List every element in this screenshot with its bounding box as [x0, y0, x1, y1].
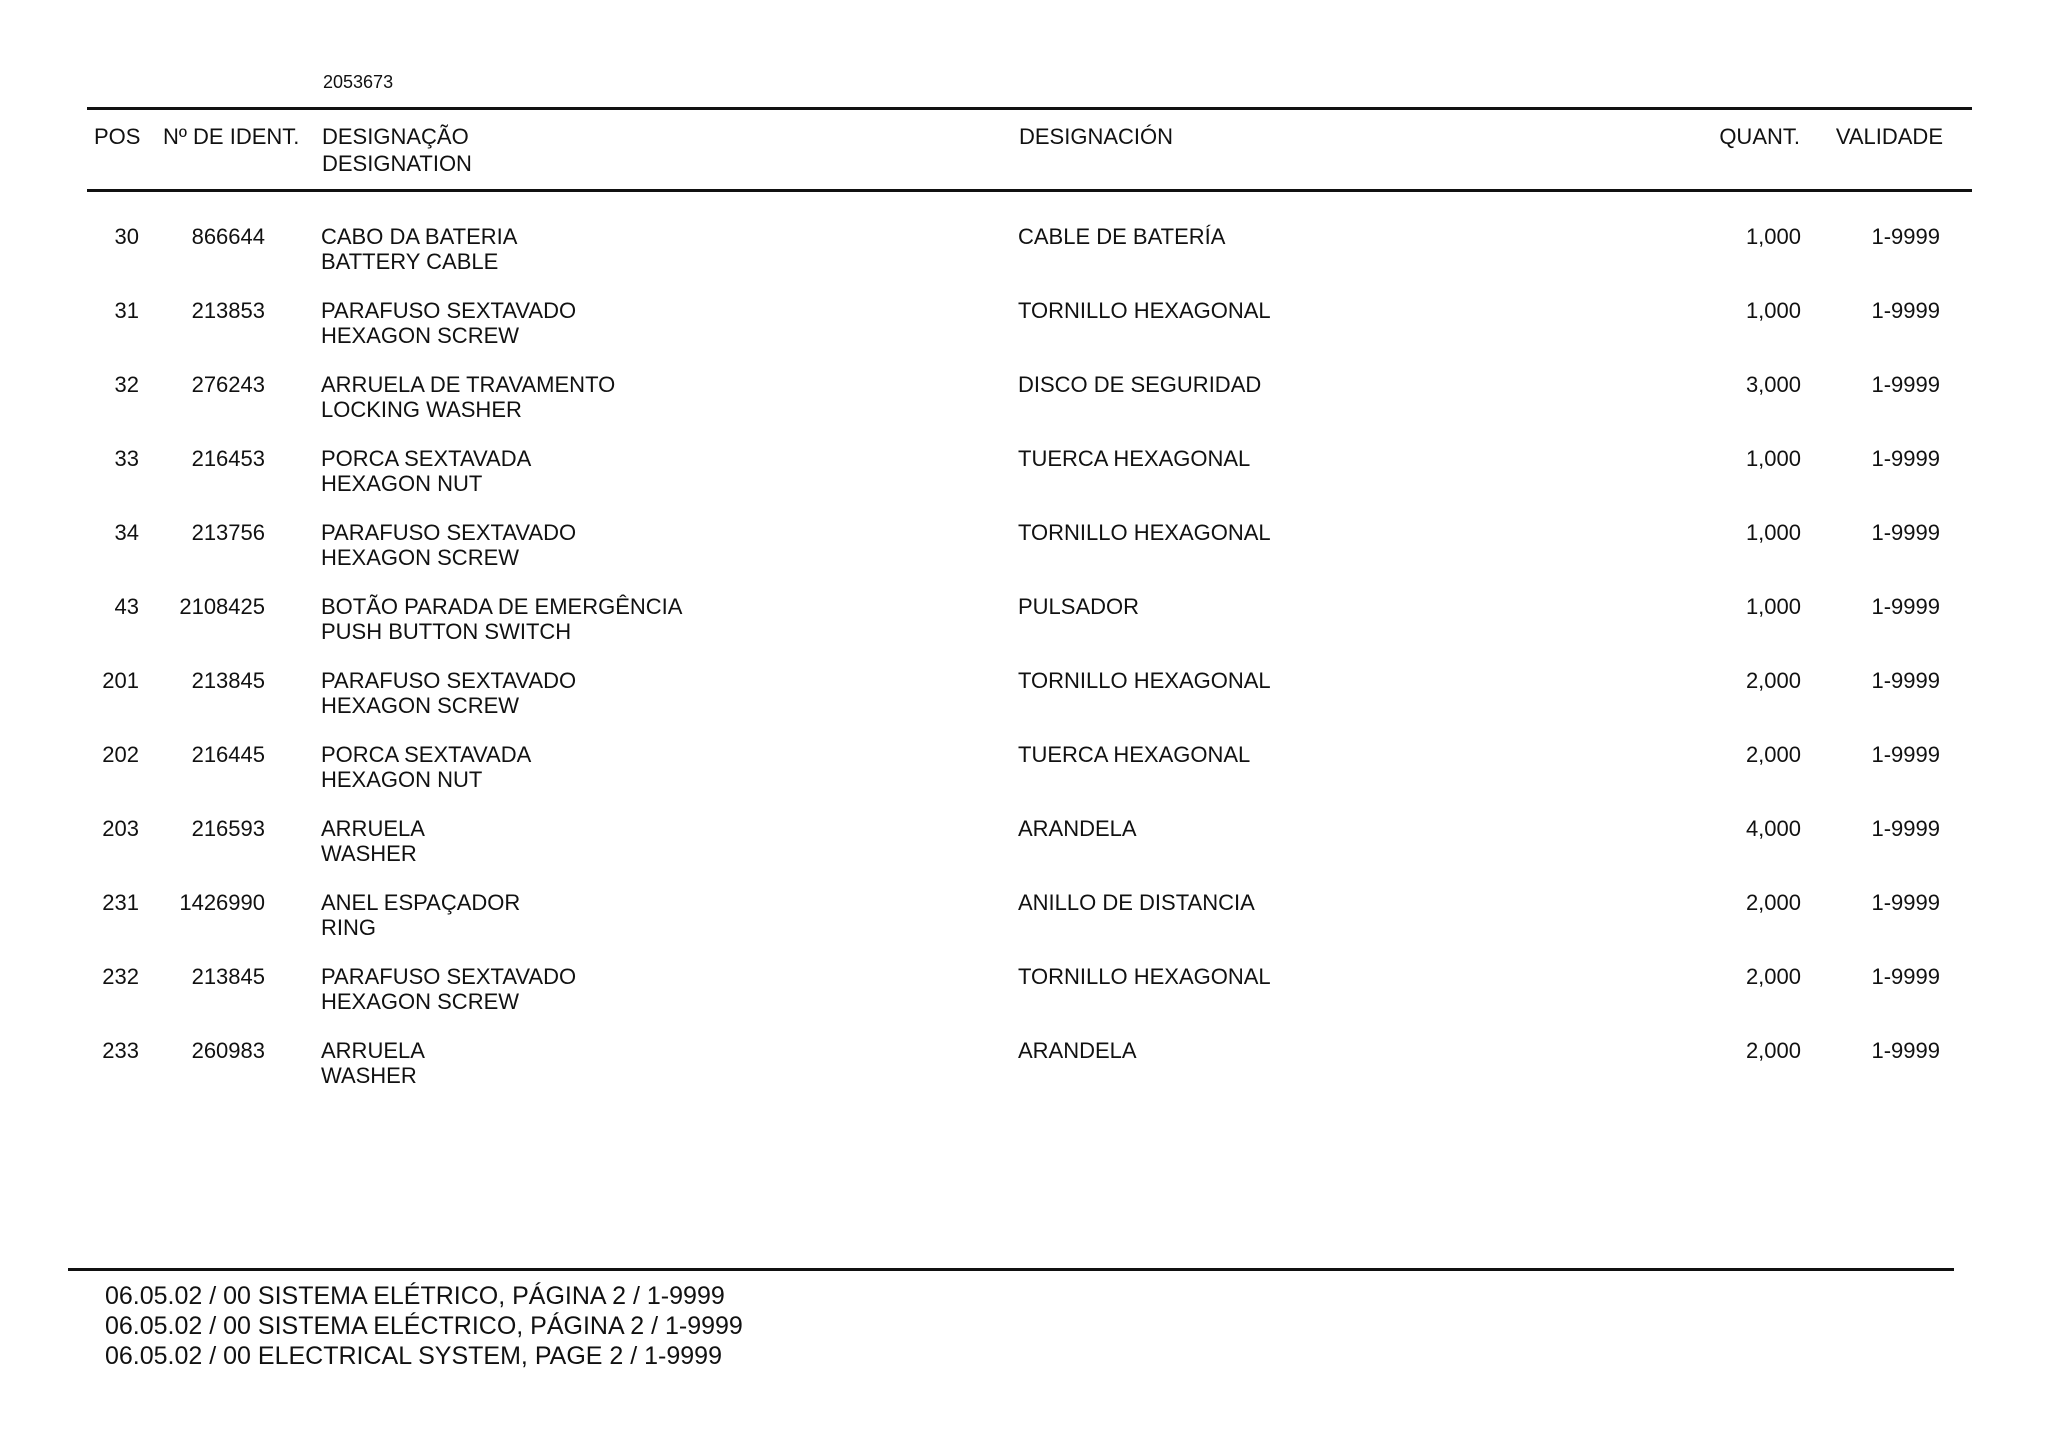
row-designacao: CABO DA BATERIA	[321, 224, 518, 249]
parts-table-body	[0, 224, 2048, 1112]
row-validity: 1-9999	[1871, 816, 1940, 841]
row-designacion: ANILLO DE DISTANCIA	[1018, 890, 1255, 915]
row-validity: 1-9999	[1871, 890, 1940, 915]
row-quantity: 1,000	[1745, 520, 1801, 545]
row-designation-pt-en	[321, 224, 517, 274]
row-ident-number: 216445	[191, 742, 265, 767]
column-header-ident: Nº DE IDENT.	[163, 124, 300, 149]
row-designation-pt-en	[321, 742, 531, 792]
table-row	[0, 372, 2048, 446]
row-quantity: 1,000	[1745, 224, 1801, 249]
row-ident-number: 213845	[191, 668, 265, 693]
page-footer	[105, 1281, 743, 1371]
row-designacao: ANEL ESPAÇADOR	[321, 890, 521, 915]
header-top-rule	[87, 107, 1972, 110]
row-ident-number: 216593	[191, 816, 265, 841]
row-pos: 203	[102, 816, 139, 841]
document-id-number: 2053673	[323, 72, 394, 92]
row-designation-pt-en	[321, 520, 576, 570]
row-ident-number: 260983	[191, 1038, 265, 1063]
table-row	[0, 742, 2048, 816]
row-designation-pt-en	[321, 372, 615, 422]
row-pos: 201	[102, 668, 139, 693]
row-designation-pt-en	[321, 594, 682, 644]
table-row	[0, 520, 2048, 594]
row-quantity: 2,000	[1745, 964, 1801, 989]
table-row	[0, 446, 2048, 520]
row-designacion: TORNILLO HEXAGONAL	[1018, 520, 1271, 545]
row-pos: 33	[114, 446, 139, 471]
row-designacao: PARAFUSO SEXTAVADO	[321, 520, 577, 545]
column-header-designation-pt-en	[322, 123, 472, 177]
row-designacion: DISCO DE SEGURIDAD	[1018, 372, 1262, 397]
row-validity: 1-9999	[1871, 520, 1940, 545]
row-validity: 1-9999	[1871, 742, 1940, 767]
row-designacao: PORCA SEXTAVADA	[321, 446, 532, 471]
column-header-validade: VALIDADE	[1835, 124, 1943, 149]
row-ident-number: 866644	[191, 224, 265, 249]
column-header-designacion: DESIGNACIÓN	[1019, 124, 1174, 149]
row-pos: 232	[102, 964, 139, 989]
table-row	[0, 298, 2048, 372]
row-designacion: TORNILLO HEXAGONAL	[1018, 668, 1271, 693]
table-row	[0, 964, 2048, 1038]
row-designation: WASHER	[321, 1063, 417, 1088]
row-designation: LOCKING WASHER	[321, 397, 522, 422]
footer-rule	[68, 1268, 1954, 1271]
table-row	[0, 1038, 2048, 1112]
row-pos: 202	[102, 742, 139, 767]
row-designacao: PARAFUSO SEXTAVADO	[321, 298, 577, 323]
row-pos: 34	[114, 520, 139, 545]
row-designation: HEXAGON SCREW	[321, 693, 520, 718]
row-designation: WASHER	[321, 841, 417, 866]
footer-line-es: 06.05.02 / 00 SISTEMA ELÉCTRICO, PÁGINA 2 / 1-9999	[105, 1312, 743, 1340]
row-designation: RING	[321, 915, 376, 940]
row-ident-number: 1426990	[179, 890, 265, 915]
row-quantity: 2,000	[1745, 890, 1801, 915]
row-quantity: 2,000	[1745, 1038, 1801, 1063]
table-row	[0, 890, 2048, 964]
row-validity: 1-9999	[1871, 964, 1940, 989]
row-designacion: TUERCA HEXAGONAL	[1018, 446, 1251, 471]
row-designation-pt-en	[321, 816, 425, 866]
row-ident-number: 213756	[191, 520, 265, 545]
row-quantity: 3,000	[1745, 372, 1801, 397]
row-ident-number: 213845	[191, 964, 265, 989]
row-pos: 233	[102, 1038, 139, 1063]
row-designacion: ARANDELA	[1018, 1038, 1137, 1063]
table-row	[0, 224, 2048, 298]
row-quantity: 1,000	[1745, 446, 1801, 471]
row-designation-pt-en	[321, 298, 576, 348]
row-pos: 32	[114, 372, 139, 397]
column-header-designation: DESIGNATION	[322, 151, 472, 176]
row-designacao: ARRUELA DE TRAVAMENTO	[321, 372, 616, 397]
table-row	[0, 594, 2048, 668]
row-designation: HEXAGON SCREW	[321, 545, 520, 570]
row-designation: HEXAGON SCREW	[321, 323, 520, 348]
row-designation: HEXAGON NUT	[321, 767, 483, 792]
row-pos: 43	[114, 594, 139, 619]
row-ident-number: 2108425	[179, 594, 265, 619]
row-quantity: 2,000	[1745, 668, 1801, 693]
footer-line-pt: 06.05.02 / 00 SISTEMA ELÉTRICO, PÁGINA 2 / 1-9999	[105, 1282, 725, 1310]
row-designacao: ARRUELA	[321, 1038, 425, 1063]
row-designacion: TORNILLO HEXAGONAL	[1018, 964, 1271, 989]
column-header-pos: POS	[94, 124, 141, 149]
row-validity: 1-9999	[1871, 1038, 1940, 1063]
row-quantity: 2,000	[1745, 742, 1801, 767]
row-ident-number: 216453	[191, 446, 265, 471]
row-validity: 1-9999	[1871, 372, 1940, 397]
footer-line-en: 06.05.02 / 00 ELECTRICAL SYSTEM, PAGE 2 / 1-9999	[105, 1342, 722, 1370]
row-pos: 30	[114, 224, 139, 249]
row-designation: HEXAGON NUT	[321, 471, 483, 496]
row-designacao: PARAFUSO SEXTAVADO	[321, 964, 577, 989]
column-header-quant: QUANT.	[1719, 124, 1800, 149]
row-quantity: 4,000	[1745, 816, 1801, 841]
row-pos: 231	[102, 890, 139, 915]
row-validity: 1-9999	[1871, 594, 1940, 619]
header-bottom-rule	[87, 189, 1972, 192]
row-designacion: CABLE DE BATERÍA	[1018, 224, 1226, 249]
row-designacion: TUERCA HEXAGONAL	[1018, 742, 1251, 767]
row-validity: 1-9999	[1871, 446, 1940, 471]
row-designacion: ARANDELA	[1018, 816, 1137, 841]
row-designacao: PORCA SEXTAVADA	[321, 742, 532, 767]
row-designacion: TORNILLO HEXAGONAL	[1018, 298, 1271, 323]
column-header-designacao: DESIGNAÇÃO	[322, 124, 469, 149]
row-pos: 31	[114, 298, 139, 323]
row-designacion: PULSADOR	[1018, 594, 1140, 619]
row-ident-number: 213853	[191, 298, 265, 323]
row-validity: 1-9999	[1871, 668, 1940, 693]
row-designation: HEXAGON SCREW	[321, 989, 520, 1014]
row-validity: 1-9999	[1871, 298, 1940, 323]
row-validity: 1-9999	[1871, 224, 1940, 249]
row-designation-pt-en	[321, 890, 520, 940]
row-designacao: ARRUELA	[321, 816, 425, 841]
row-designation: PUSH BUTTON SWITCH	[321, 619, 572, 644]
row-quantity: 1,000	[1745, 298, 1801, 323]
row-designacao: BOTÃO PARADA DE EMERGÊNCIA	[321, 594, 683, 619]
row-designation-pt-en	[321, 964, 576, 1014]
table-row	[0, 668, 2048, 742]
row-designacao: PARAFUSO SEXTAVADO	[321, 668, 577, 693]
row-quantity: 1,000	[1745, 594, 1801, 619]
row-designation-pt-en	[321, 446, 531, 496]
row-designation-pt-en	[321, 668, 576, 718]
row-ident-number: 276243	[191, 372, 265, 397]
table-row	[0, 816, 2048, 890]
row-designation: BATTERY CABLE	[321, 249, 499, 274]
row-designation-pt-en	[321, 1038, 425, 1088]
